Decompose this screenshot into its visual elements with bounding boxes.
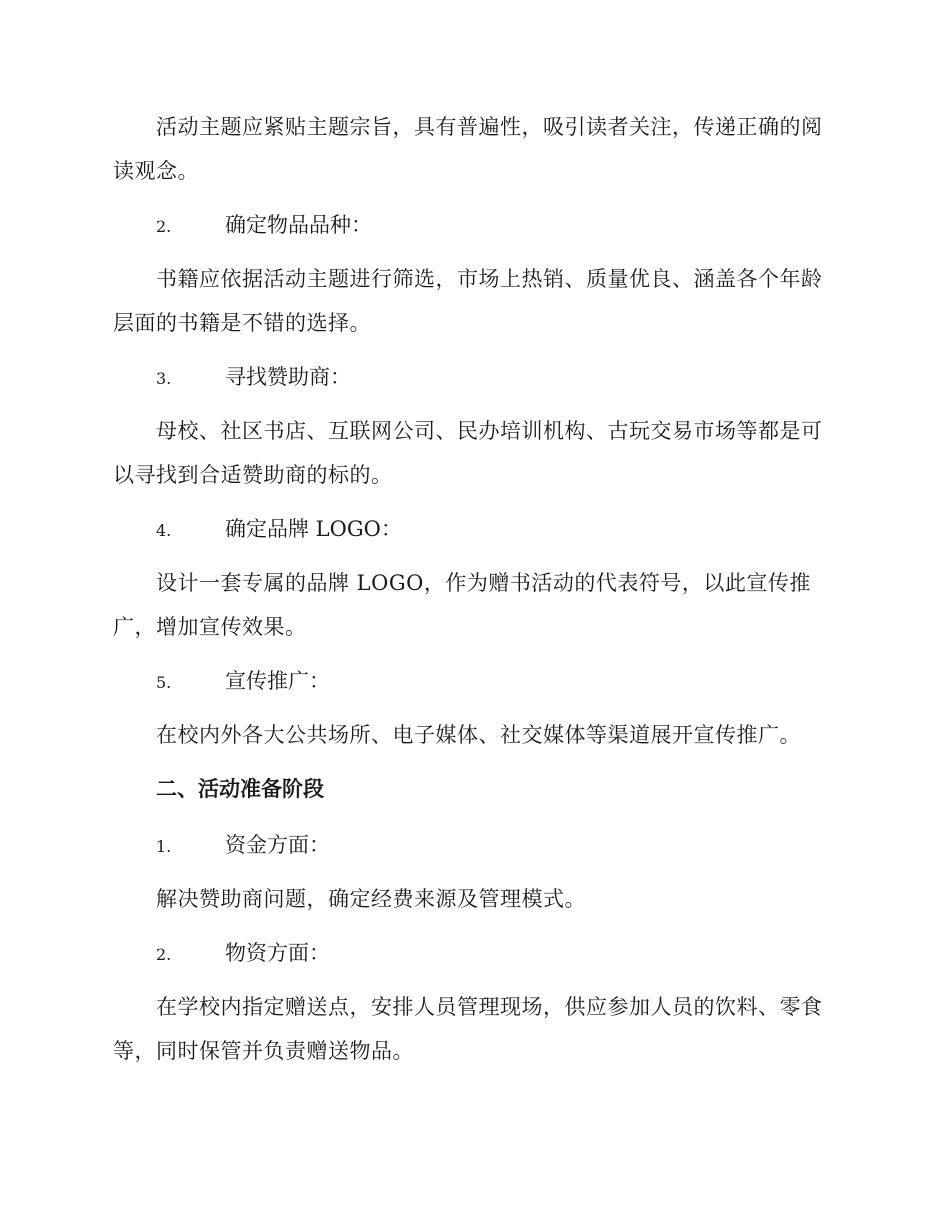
paragraph-materials-details: 在学校内指定赠送点，安排人员管理现场，供应参加人员的饮料、零食等，同时保管并负责赠送物品。	[113, 995, 823, 1063]
paragraph-promotion-channels: 在校内外各大公共场所、电子媒体、社交媒体等渠道展开宣传推广。	[156, 723, 801, 747]
list-number: 2.	[156, 217, 172, 236]
list-item-label: 物资方面：	[225, 941, 330, 965]
list-item-label: 寻找赞助商：	[225, 365, 351, 389]
list-item-label: 确定物品品种：	[225, 213, 372, 237]
list-item-funding	[156, 830, 330, 862]
list-item-materials	[156, 938, 330, 970]
paragraph-sponsor-sources: 母校、社区书店、互联网公司、民办培训机构、古玩交易市场等都是可以寻找到合适赞助商的标的。	[113, 419, 823, 487]
list-item-find-sponsor	[156, 362, 351, 394]
paragraph-theme-requirement: 活动主题应紧贴主题宗旨，具有普遍性，吸引读者关注，传递正确的阅读观念。	[113, 115, 823, 183]
list-item-label: 资金方面：	[225, 833, 330, 857]
list-item-determine-goods	[156, 210, 372, 242]
list-number: 2.	[156, 945, 172, 964]
paragraph-logo-design: 设计一套专属的品牌 LOGO，作为赠书活动的代表符号，以此宣传推广，增加宣传效果。	[113, 571, 811, 639]
list-item-brand-logo	[156, 514, 402, 546]
list-number: 1.	[156, 837, 172, 856]
list-number: 3.	[156, 369, 172, 388]
list-item-label: 宣传推广：	[225, 669, 330, 693]
list-item-promotion	[156, 666, 330, 698]
section-heading-preparation: 二、活动准备阶段	[156, 776, 324, 801]
list-item-label: 确定品牌 LOGO：	[225, 517, 402, 541]
paragraph-book-selection: 书籍应依据活动主题进行筛选，市场上热销、质量优良、涵盖各个年龄层面的书籍是不错的选择。	[113, 267, 823, 335]
paragraph-funding-details: 解决赞助商问题，确定经费来源及管理模式。	[156, 887, 586, 911]
list-number: 4.	[156, 521, 172, 540]
list-number: 5.	[156, 673, 172, 692]
